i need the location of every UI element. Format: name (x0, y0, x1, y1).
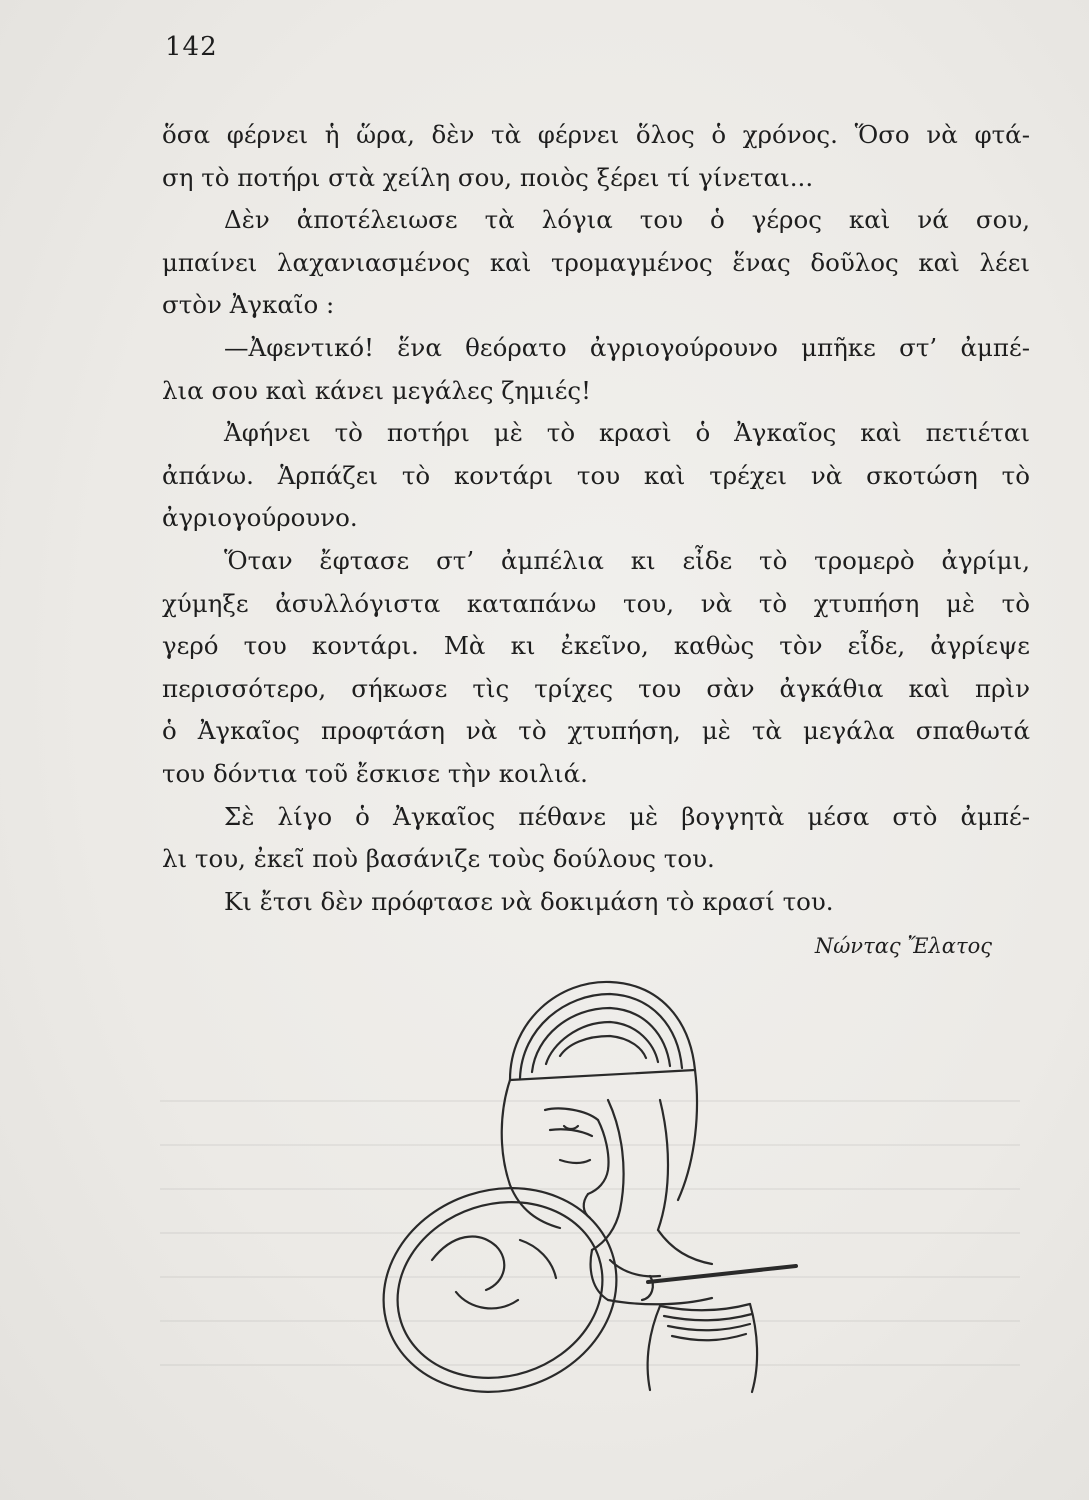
text-line: ἀγριογούρουνο. (162, 503, 358, 533)
text-line: Κι ἔτσι δὲν πρόφτασε νὰ δοκιμάση τὸ κρασί του. (224, 886, 834, 916)
text-line: ἀπάνω. Ἁρπάζει τὸ κοντάρι του καὶ τρέχει νὰ σκοτώση τὸ (162, 460, 1030, 490)
text-line: Ὅταν ἔφτασε στ’ ἀμπέλια κι εἶδε τὸ τρομερὸ ἀγρίμι, (224, 545, 1030, 575)
text-line: ση τὸ ποτήρι στὰ χείλη σου, ποιὸς ξέρει τί γίνεται... (162, 162, 814, 192)
text-line: ὅσα φέρνει ἡ ὥρα, δὲν τὰ φέρνει ὅλος ὁ χρόνος. Ὅσο νὰ φτά- (162, 120, 1030, 149)
text-line: Ἀφήνει τὸ ποτήρι μὲ τὸ κρασὶ ὁ Ἀγκαῖος καὶ πετιέται (224, 418, 1030, 448)
text-line: γερό του κοντάρι. Μὰ κι ἐκεῖνο, καθὼς τὸν εἶδε, ἀγρίεψε (162, 631, 1030, 661)
author-signature: Νώντας Ἔλατος (814, 934, 992, 958)
text-line: χύμηξε ἀσυλλόγιστα καταπάνω του, νὰ τὸ χτυπήση μὲ τὸ (162, 588, 1030, 618)
text-line: του δόντια τοῦ ἔσκισε τὴν κοιλιά. (162, 758, 588, 788)
warrior-helmet-shield-icon (360, 960, 820, 1410)
text-line: λι του, ἐκεῖ ποὺ βασάνιζε τοὺς δούλους του. (162, 844, 715, 874)
text-line: λια σου καὶ κάνει μεγάλες ζημιές! (162, 375, 591, 405)
text-line: Σὲ λίγο ὁ Ἀγκαῖος πέθανε μὲ βογγητὰ μέσα στὸ ἀμπέ- (224, 801, 1030, 831)
body-text (162, 114, 1030, 923)
text-line: —Ἀφεντικό! ἕνα θεόρατο ἀγριογούρουνο μπῆκε στ’ ἀμπέ- (224, 332, 1030, 362)
text-line: στὸν Ἀγκαῖο : (162, 290, 335, 320)
text-line: μπαίνει λαχανιασμένος καὶ τρομαγμένος ἕνας δοῦλος καὶ λέει (162, 247, 1030, 277)
page-number: 142 (165, 32, 218, 62)
text-line: ὁ Ἀγκαῖος προφτάση νὰ τὸ χτυπήση, μὲ τὰ μεγάλα σπαθωτά (162, 716, 1030, 746)
text-line: Δὲν ἀποτέλειωσε τὰ λόγια του ὁ γέρος καὶ νά σου, (224, 205, 1030, 235)
text-line: περισσότερο, σήκωσε τὶς τρίχες του σὰν ἀγκάθια καὶ πρὶν (162, 673, 1030, 703)
